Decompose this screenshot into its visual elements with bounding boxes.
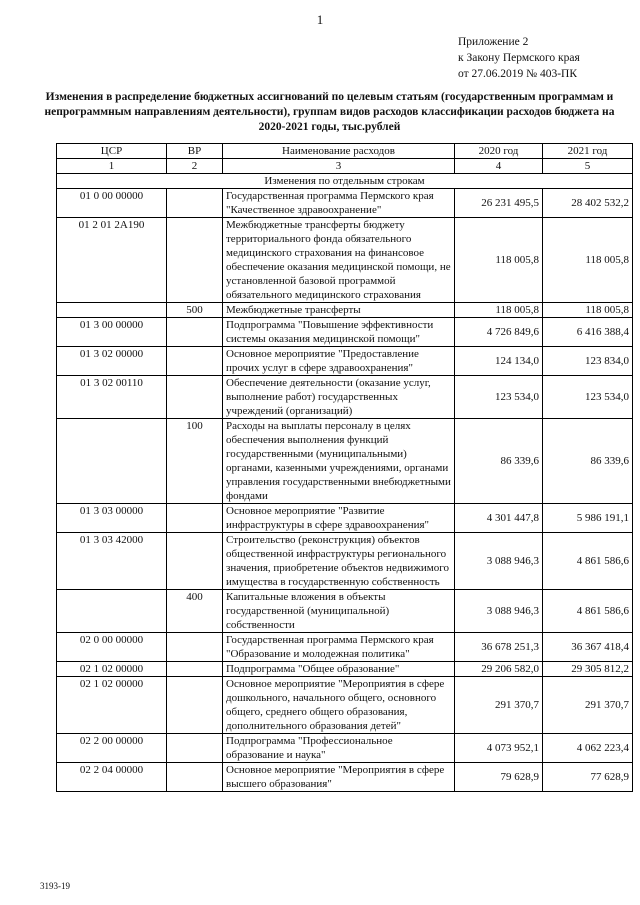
page-number: 1 [316, 12, 324, 27]
header-2021: 2021 год [543, 144, 633, 159]
row-name: Основное мероприятие "Мероприятия в сфере высшего образования" [223, 763, 455, 792]
row-vr [167, 734, 223, 763]
appendix-line-2: к Закону Пермского края [458, 52, 580, 64]
row-name: Межбюджетные трансферты бюджету территориального фонда обязательного медицинского страхования на финансовое обеспечение оказания медицинской помощи, не установленной базовой программой обязательного медицинского страхования [223, 218, 455, 303]
row-2020: 124 134,0 [455, 347, 543, 376]
row-vr [167, 677, 223, 734]
row-name: Обеспечение деятельности (оказание услуг, выполнение работ) государственных учреждений (организаций) [223, 376, 455, 419]
row-2020: 36 678 251,3 [455, 633, 543, 662]
index-2: 2 [167, 159, 223, 174]
row-vr [167, 504, 223, 533]
appendix-block [458, 34, 580, 82]
appendix-line-3: от 27.06.2019 № 403-ПК [458, 68, 578, 80]
row-2021: 123 834,0 [543, 347, 633, 376]
index-4: 4 [455, 159, 543, 174]
row-csr [57, 590, 167, 633]
table-row [57, 376, 633, 419]
row-name: Строительство (реконструкция) объектов общественной инфраструктуры регионального значения, приобретение объектов недвижимого имущества в государственную собственность [223, 533, 455, 590]
table-row [57, 419, 633, 504]
row-name: Основное мероприятие "Мероприятия в сфере дошкольного, начального общего, основного общего, среднего общего образования, дополнительного образования детей" [223, 677, 455, 734]
row-2021: 118 005,8 [543, 218, 633, 303]
index-1: 1 [57, 159, 167, 174]
row-2021: 6 416 388,4 [543, 318, 633, 347]
table-row [57, 303, 633, 318]
row-2021: 77 628,9 [543, 763, 633, 792]
row-csr: 02 2 04 00000 [57, 763, 167, 792]
row-vr [167, 533, 223, 590]
row-2021: 4 062 223,4 [543, 734, 633, 763]
index-3: 3 [223, 159, 455, 174]
row-vr [167, 633, 223, 662]
row-name: Подпрограмма "Повышение эффективности системы оказания медицинской помощи" [223, 318, 455, 347]
row-2021: 4 861 586,6 [543, 590, 633, 633]
row-name: Расходы на выплаты персоналу в целях обеспечения выполнения функций государственными (муниципальными) органами, казенными учреждениями, органами управления государственными внебюджетными фондами [223, 419, 455, 504]
row-name: Межбюджетные трансферты [223, 303, 455, 318]
row-2020: 29 206 582,0 [455, 662, 543, 677]
row-name: Государственная программа Пермского края "Качественное здравоохранение" [223, 189, 455, 218]
row-name: Подпрограмма "Профессиональное образование и наука" [223, 734, 455, 763]
row-2020: 86 339,6 [455, 419, 543, 504]
header-name: Наименование расходов [223, 144, 455, 159]
appendix-line-1: Приложение 2 [458, 36, 529, 48]
row-csr: 02 2 00 00000 [57, 734, 167, 763]
row-vr: 100 [167, 419, 223, 504]
row-vr [167, 318, 223, 347]
row-2020: 118 005,8 [455, 218, 543, 303]
row-vr [167, 763, 223, 792]
table-subheader-row [57, 174, 633, 189]
row-vr [167, 189, 223, 218]
row-2021: 118 005,8 [543, 303, 633, 318]
table-index-row [57, 159, 633, 174]
row-csr: 02 1 02 00000 [57, 662, 167, 677]
table-row [57, 504, 633, 533]
subheader-label: Изменения по отдельным строкам [57, 174, 633, 189]
row-2020: 4 301 447,8 [455, 504, 543, 533]
row-csr: 01 3 03 00000 [57, 504, 167, 533]
table-row [57, 633, 633, 662]
row-csr [57, 303, 167, 318]
row-2020: 123 534,0 [455, 376, 543, 419]
table-header-row [57, 144, 633, 159]
row-2020: 118 005,8 [455, 303, 543, 318]
table-row [57, 763, 633, 792]
row-2021: 86 339,6 [543, 419, 633, 504]
row-2020: 4 726 849,6 [455, 318, 543, 347]
row-2021: 36 367 418,4 [543, 633, 633, 662]
table-row [57, 590, 633, 633]
row-2020: 291 370,7 [455, 677, 543, 734]
row-name: Подпрограмма "Общее образование" [223, 662, 455, 677]
row-2021: 28 402 532,2 [543, 189, 633, 218]
row-vr: 500 [167, 303, 223, 318]
row-2021: 291 370,7 [543, 677, 633, 734]
row-csr: 01 3 02 00000 [57, 347, 167, 376]
table-row [57, 347, 633, 376]
row-csr: 02 0 00 00000 [57, 633, 167, 662]
header-2020: 2020 год [455, 144, 543, 159]
row-2021: 123 534,0 [543, 376, 633, 419]
row-vr: 400 [167, 590, 223, 633]
row-csr [57, 419, 167, 504]
row-csr: 01 2 01 2А190 [57, 218, 167, 303]
row-2020: 3 088 946,3 [455, 533, 543, 590]
row-csr: 01 3 02 00110 [57, 376, 167, 419]
index-5: 5 [543, 159, 633, 174]
row-2020: 79 628,9 [455, 763, 543, 792]
table-row [57, 318, 633, 347]
row-name: Основное мероприятие "Предоставление прочих услуг в сфере здравоохранения" [223, 347, 455, 376]
budget-table [56, 143, 633, 792]
row-2021: 4 861 586,6 [543, 533, 633, 590]
table-body [57, 189, 633, 792]
row-vr [167, 218, 223, 303]
row-2021: 5 986 191,1 [543, 504, 633, 533]
row-name: Капитальные вложения в объекты государственной (муниципальной) собственности [223, 590, 455, 633]
row-csr: 02 1 02 00000 [57, 677, 167, 734]
table-row [57, 662, 633, 677]
footer-code: 3193-19 [40, 881, 70, 891]
table-row [57, 189, 633, 218]
row-vr [167, 376, 223, 419]
header-csr: ЦСР [57, 144, 167, 159]
row-2020: 4 073 952,1 [455, 734, 543, 763]
row-csr: 01 3 03 42000 [57, 533, 167, 590]
row-2021: 29 305 812,2 [543, 662, 633, 677]
document-title: Изменения в распределение бюджетных ассигнований по целевым статьям (государственным программам и непрограммным направлениям деятельности), группам видов расходов классификации расходов бюджета на 2020-2021 годы, тыс.рублей [44, 91, 615, 133]
row-csr: 01 0 00 00000 [57, 189, 167, 218]
row-csr: 01 3 00 00000 [57, 318, 167, 347]
row-vr [167, 662, 223, 677]
row-2020: 3 088 946,3 [455, 590, 543, 633]
row-name: Государственная программа Пермского края "Образование и молодежная политика" [223, 633, 455, 662]
row-2020: 26 231 495,5 [455, 189, 543, 218]
table-row [57, 734, 633, 763]
row-name: Основное мероприятие "Развитие инфраструктуры в сфере здравоохранения" [223, 504, 455, 533]
table-row [57, 677, 633, 734]
table-row [57, 218, 633, 303]
header-vr: ВР [167, 144, 223, 159]
row-vr [167, 347, 223, 376]
table-row [57, 533, 633, 590]
